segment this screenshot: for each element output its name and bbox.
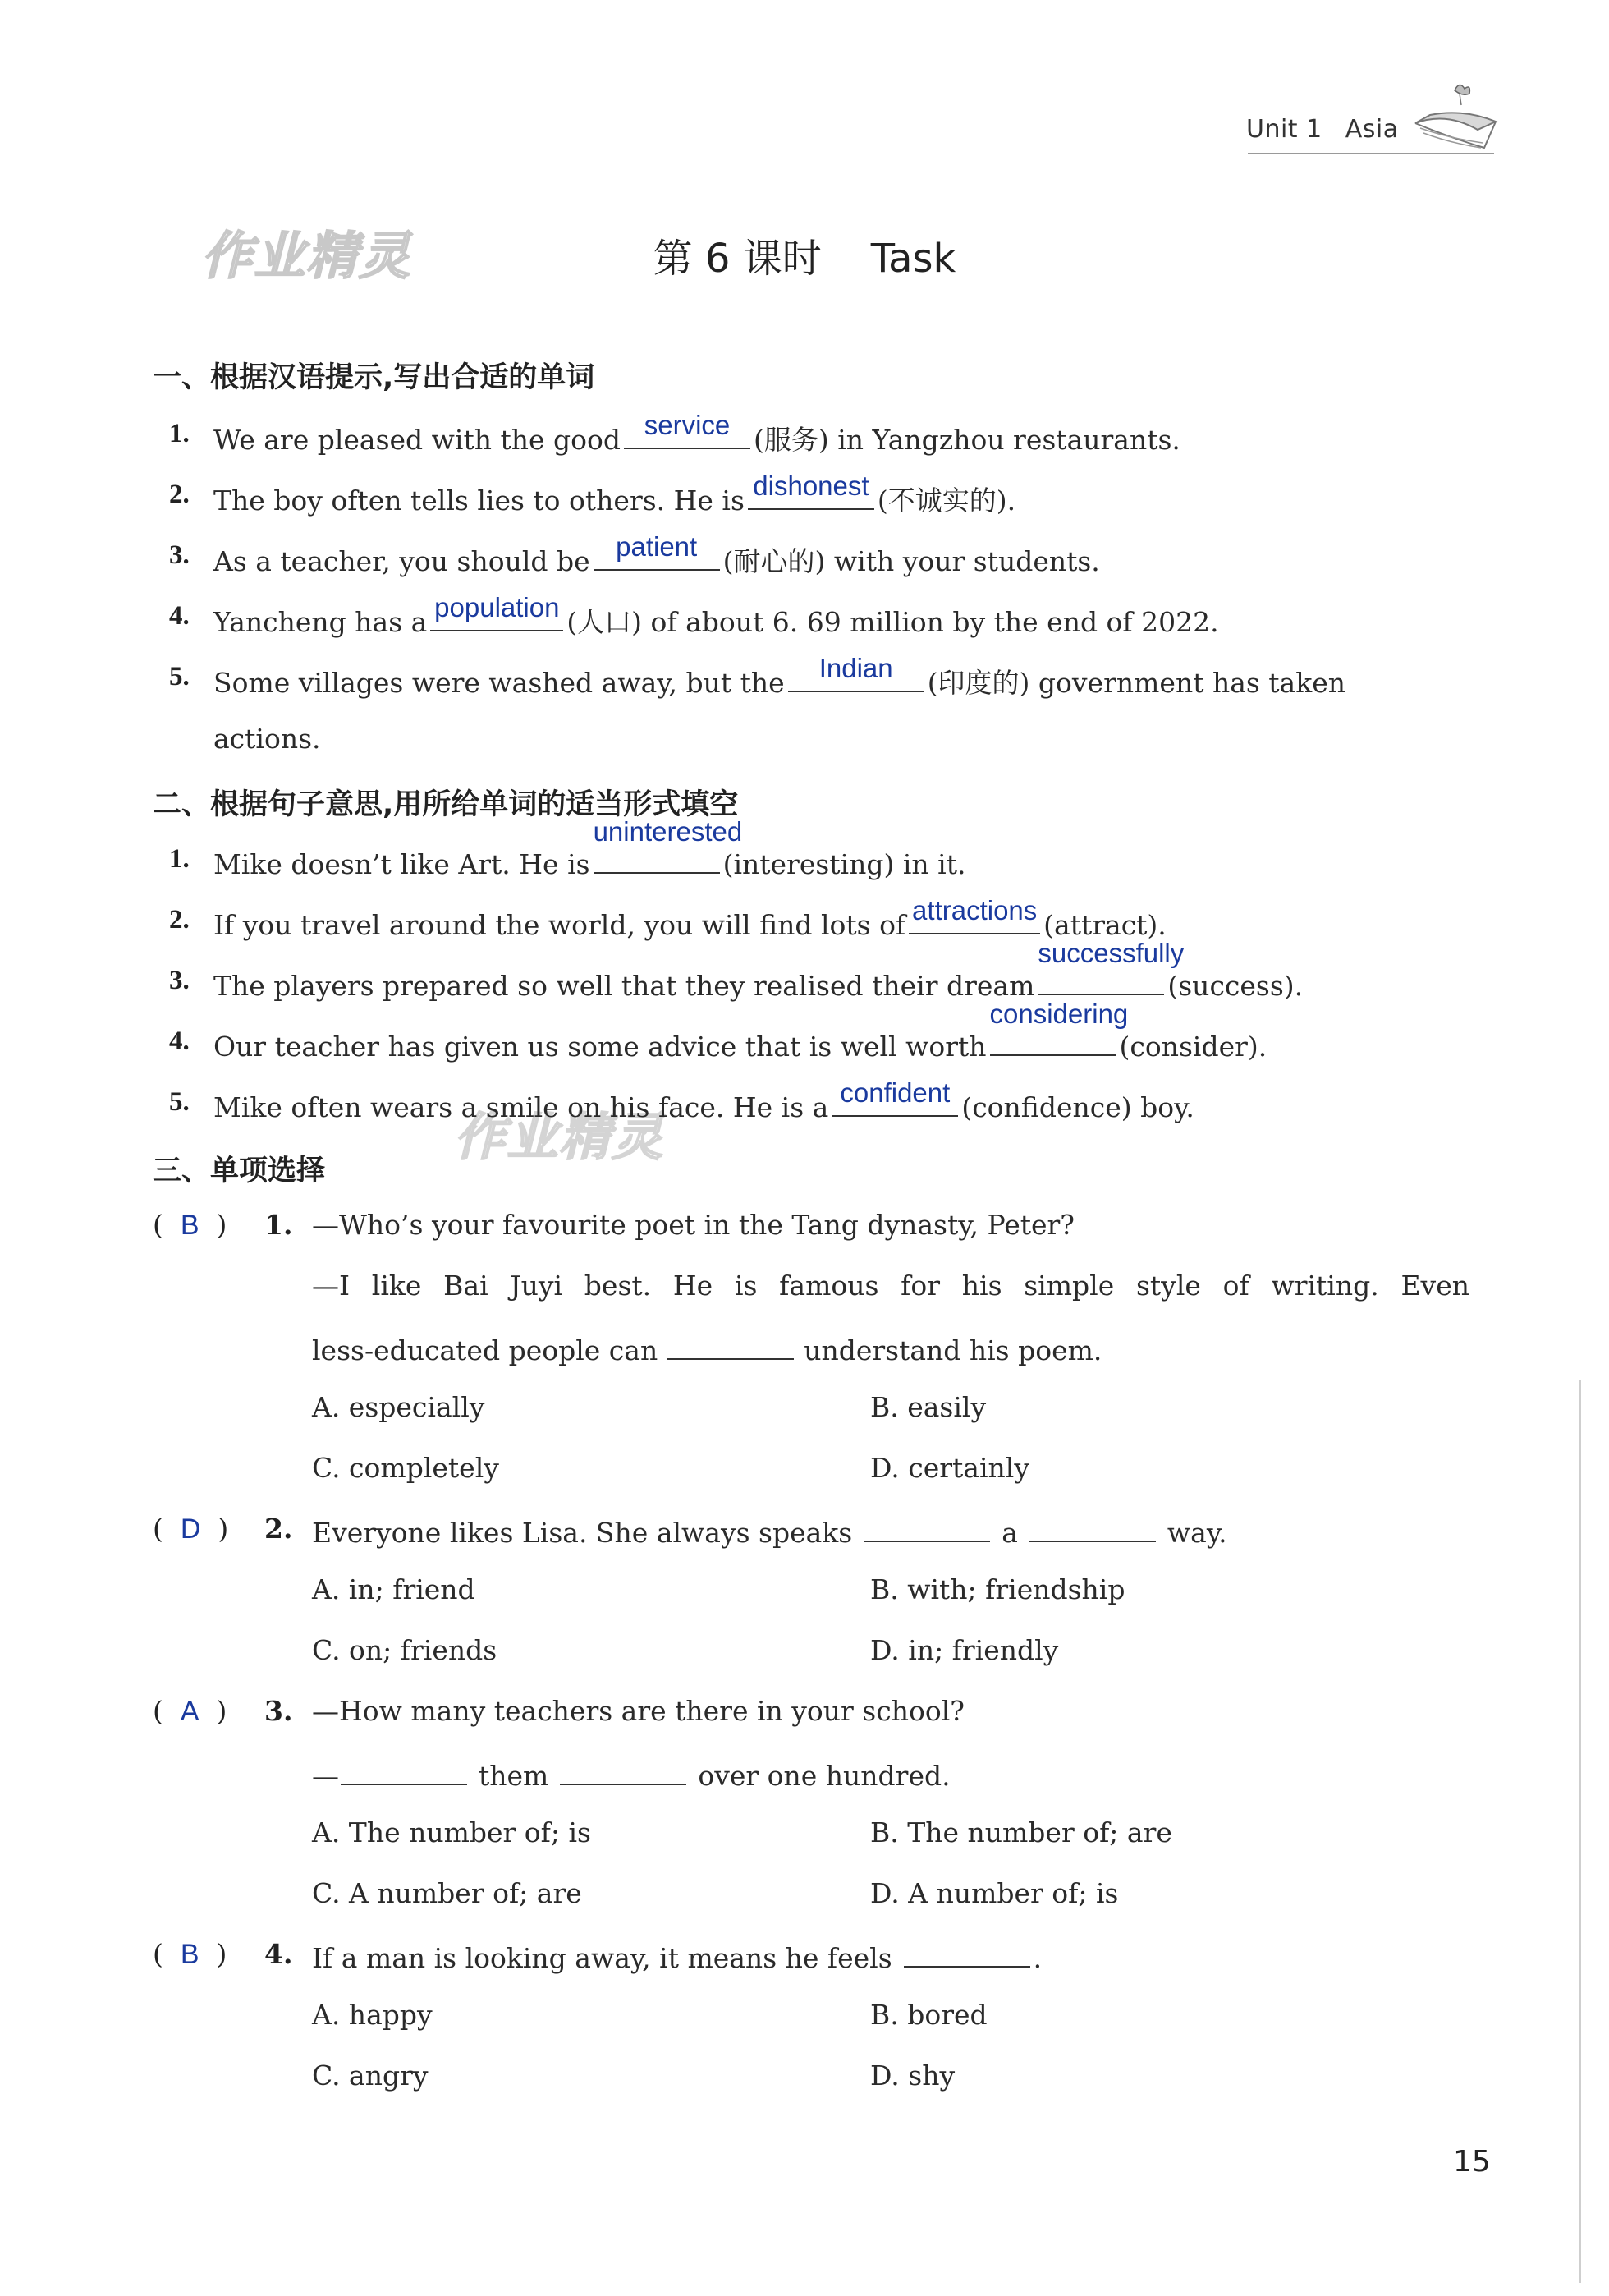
q4-option-b[interactable]: B. bored <box>870 1999 988 2031</box>
page-title <box>0 227 1609 283</box>
s2-item-4-text: Our teacher has given us some advice that is well worth <box>213 1031 987 1063</box>
s1-item-3-text: As a teacher, you should be <box>213 545 590 577</box>
q2-answer-paren: ( D ) <box>153 1513 229 1545</box>
q3-option-d[interactable]: D. A number of; is <box>870 1877 1119 1909</box>
q3-dash: — <box>312 1760 339 1792</box>
s2-item-2 <box>213 895 1167 941</box>
q1-option-a[interactable]: A. especially <box>312 1391 485 1423</box>
s1-item-1-text: We are pleased with the good <box>213 424 621 456</box>
s1-item-3-hint: (耐心的) with your students. <box>722 545 1100 577</box>
q1-line-3 <box>312 1330 1102 1366</box>
q4-option-c[interactable]: C. angry <box>312 2060 429 2092</box>
q4-line-1-end: . <box>1033 1942 1043 1974</box>
q1-line-3-text: less-educated people can <box>312 1334 658 1366</box>
q2-blank-1[interactable] <box>864 1513 990 1542</box>
q3-line-2-mid: them <box>479 1760 549 1792</box>
s2-item-1 <box>213 816 966 880</box>
s1-item-5-hint: (印度的) government has taken <box>927 667 1346 699</box>
q3-blank-2[interactable] <box>560 1756 686 1785</box>
s1-item-5-blank[interactable] <box>788 653 924 692</box>
q1-blank[interactable] <box>667 1330 794 1360</box>
lesson-number: 第 6 课时 <box>653 236 822 282</box>
q3-blank-1[interactable] <box>341 1756 467 1785</box>
q1-number: 1. <box>264 1209 293 1241</box>
q1-option-b[interactable]: B. easily <box>870 1391 987 1423</box>
running-head-topic: Asia <box>1345 115 1399 144</box>
s1-item-2-blank[interactable] <box>748 471 874 510</box>
s2-item-2-number: 2. <box>169 905 190 934</box>
s2-item-2-hint: (attract). <box>1043 909 1167 941</box>
s2-item-4-number: 4. <box>169 1026 190 1056</box>
s1-item-1-answer: service <box>644 410 731 440</box>
s1-item-3 <box>213 531 1100 579</box>
s1-item-5-continued: actions. <box>213 723 321 755</box>
s1-item-4-hint: (人口) of about 6. 69 million by the end of 2022. <box>566 606 1219 638</box>
s2-item-5-blank[interactable] <box>832 1077 958 1117</box>
q2-number: 2. <box>264 1513 293 1545</box>
page-edge-line <box>1579 1380 1581 2283</box>
q3-option-a[interactable]: A. The number of; is <box>312 1816 591 1848</box>
s1-item-2-answer: dishonest <box>753 471 869 501</box>
s1-item-2-hint: (不诚实的). <box>877 484 1016 517</box>
q1-line-2: —I like Bai Juyi best. He is famous for his simple style of writing. Even <box>312 1270 1469 1302</box>
q3-option-b[interactable]: B. The number of; are <box>870 1816 1172 1848</box>
s2-item-2-text: If you travel around the world, you will find lots of <box>213 909 906 941</box>
s2-item-3-blank[interactable] <box>1038 938 1185 995</box>
s1-item-1-hint: (服务) in Yangzhou restaurants. <box>754 424 1180 456</box>
s1-item-5-answer: Indian <box>818 653 893 683</box>
q1-line-1: —Who’s your favourite poet in the Tang dynasty, Peter? <box>312 1209 1075 1241</box>
running-head-unit: Unit 1 <box>1246 115 1322 144</box>
s2-item-3-text: The players prepared so well that they realised their dream <box>213 970 1035 1002</box>
s1-item-2 <box>213 471 1016 518</box>
s1-item-3-answer: patient <box>616 531 698 562</box>
s2-item-5-answer: confident <box>840 1077 951 1108</box>
s1-item-5 <box>213 653 1346 700</box>
q4-line-1 <box>312 1938 1042 1974</box>
page-number: 15 <box>1453 2145 1491 2179</box>
s2-item-2-answer: attractions <box>912 895 1038 925</box>
q2-line-1-text: Everyone likes Lisa. She always speaks <box>312 1517 853 1549</box>
running-head <box>1246 115 1422 144</box>
s1-item-4-answer: population <box>434 592 560 622</box>
section-2-heading: 二、根据句子意思,用所给单词的适当形式填空 <box>153 788 739 821</box>
s2-item-4-hint: (consider). <box>1119 1031 1267 1063</box>
s2-item-1-hint: (interesting) in it. <box>722 848 966 880</box>
q1-answer-paren: ( B ) <box>153 1209 227 1241</box>
q4-answer-paren: ( B ) <box>153 1938 227 1970</box>
q1-choice-answer[interactable]: B <box>180 1210 199 1241</box>
q3-choice-answer[interactable]: A <box>180 1696 199 1727</box>
q4-choice-answer[interactable]: B <box>180 1939 199 1970</box>
s2-item-4-answer: considering <box>989 999 1129 1029</box>
q3-number: 3. <box>264 1695 293 1727</box>
s2-item-1-text: Mike doesn’t like Art. He is <box>213 848 590 880</box>
book-and-bird-icon <box>1405 72 1504 163</box>
q4-option-d[interactable]: D. shy <box>870 2060 956 2092</box>
lesson-name: Task <box>870 236 956 282</box>
q2-option-c[interactable]: C. on; friends <box>312 1634 497 1666</box>
s2-item-5-hint: (confidence) boy. <box>961 1091 1194 1123</box>
s1-item-4-number: 4. <box>169 601 190 631</box>
q2-line-1-end: way. <box>1167 1517 1227 1549</box>
q3-line-2-end: over one hundred. <box>698 1760 951 1792</box>
s1-item-5-number: 5. <box>169 662 190 691</box>
q2-blank-2[interactable] <box>1029 1513 1156 1542</box>
s1-item-3-number: 3. <box>169 540 190 570</box>
q3-answer-paren: ( A ) <box>153 1695 227 1727</box>
s2-item-5-text: Mike often wears a smile on his face. He is a <box>213 1091 829 1123</box>
s1-item-2-number: 2. <box>169 480 190 509</box>
s2-item-3 <box>213 938 1304 1002</box>
section-3-heading: 三、单项选择 <box>153 1155 326 1187</box>
s1-item-5-text: Some villages were washed away, but the <box>213 667 785 699</box>
s1-item-1-blank[interactable] <box>624 410 750 449</box>
s2-item-1-number: 1. <box>169 844 190 874</box>
s2-item-1-answer: uninterested <box>593 816 743 847</box>
q2-option-d[interactable]: D. in; friendly <box>870 1634 1059 1666</box>
q2-option-b[interactable]: B. with; friendship <box>870 1573 1125 1605</box>
s1-item-4-blank[interactable] <box>430 592 563 631</box>
q3-option-c[interactable]: C. A number of; are <box>312 1877 582 1909</box>
s1-item-2-text: The boy often tells lies to others. He is <box>213 484 745 517</box>
q1-option-c[interactable]: C. completely <box>312 1452 499 1484</box>
watermark-top: 作业精灵 <box>198 226 424 286</box>
q1-option-d[interactable]: D. certainly <box>870 1452 1029 1484</box>
s2-item-2-blank[interactable] <box>909 895 1040 934</box>
q2-line-1 <box>312 1513 1227 1549</box>
section-1-heading: 一、根据汉语提示,写出合适的单词 <box>153 361 595 394</box>
s2-item-5 <box>213 1077 1194 1123</box>
q3-line-2 <box>312 1756 951 1792</box>
s1-item-3-blank[interactable] <box>594 531 720 571</box>
q2-choice-answer[interactable]: D <box>180 1513 201 1545</box>
s2-item-4 <box>213 999 1267 1063</box>
s2-item-4-blank[interactable] <box>989 999 1129 1056</box>
q4-blank[interactable] <box>904 1938 1030 1968</box>
s2-item-3-hint: (success). <box>1167 970 1304 1002</box>
s1-item-4-text: Yancheng has a <box>213 606 428 638</box>
s2-item-3-answer: successfully <box>1038 938 1185 968</box>
q2-line-1-mid: a <box>1002 1517 1018 1549</box>
s1-item-1 <box>213 410 1180 457</box>
q2-option-a[interactable]: A. in; friend <box>312 1573 475 1605</box>
s2-item-5-number: 5. <box>169 1087 190 1117</box>
q4-number: 4. <box>264 1938 293 1970</box>
s2-item-1-blank[interactable] <box>593 816 743 874</box>
q3-line-1: —How many teachers are there in your school? <box>312 1695 965 1727</box>
q1-line-3-end: understand his poem. <box>804 1334 1102 1366</box>
s2-item-3-number: 3. <box>169 966 190 995</box>
s1-item-4 <box>213 592 1219 640</box>
watermark-middle: 作业精灵 <box>451 1107 676 1167</box>
s1-item-1-number: 1. <box>169 419 190 448</box>
q4-line-1-text: If a man is looking away, it means he feels <box>312 1942 892 1974</box>
q4-option-a[interactable]: A. happy <box>312 1999 433 2031</box>
